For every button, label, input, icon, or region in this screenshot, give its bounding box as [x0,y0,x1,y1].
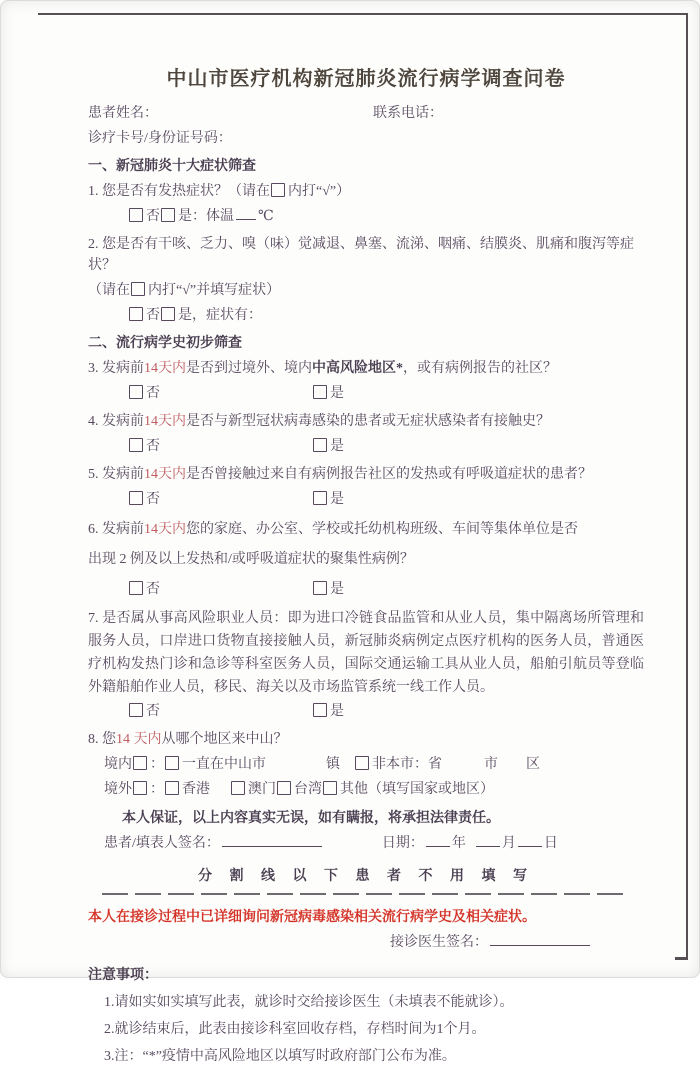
blank-line[interactable] [476,833,500,847]
header-fields-row [88,103,644,124]
text-segment: 是 [330,492,344,507]
text-segment: 香港 [182,782,210,797]
text-segment: ，或有病例报告的社区？ [403,361,557,376]
text-segment: 镇 [326,757,340,772]
question-2-line1: 2. 您是否有干咳、乏力、嗅（味）觉减退、鼻塞、流涕、咽痛、结膜炎、肌痛和腹泻等症状？ [88,237,634,273]
note-1: 1.请如实如实填写此表，就诊时交给接诊医生（未填表不能就诊）。 [104,995,514,1010]
scan-border-top [38,13,688,15]
text-segment: 3. 发病前 [88,361,144,376]
text-segment: 内打“√”） [288,184,351,199]
checkbox[interactable] [129,307,143,321]
question-3-answer-row [88,383,644,404]
blank-line[interactable] [236,206,256,220]
question-6-line2: 出现 2 例及以上发热和/或呼吸道症状的聚集性病例？ [88,552,414,567]
checkbox[interactable] [355,756,369,770]
spacer [160,714,312,715]
text-segment: 境内 [104,757,132,772]
section2-heading: 二、流行病学史初步筛查 [88,336,242,351]
text-segment: 是否到过境外、境内 [186,361,312,376]
checkbox[interactable] [231,781,245,795]
form-title: 中山市医疗机构新冠肺炎流行病学调查问卷 [166,68,566,90]
checkbox[interactable] [129,703,143,717]
question-1-answer-row [88,206,644,227]
text-segment: 14 天内 [116,732,162,747]
question-7-answer-row [88,701,644,722]
question-5-answer-row [88,489,644,510]
checkbox[interactable] [129,491,143,505]
patient-signature-row [88,833,644,854]
question-6-answer-row [88,579,644,600]
text-segment: 非本市：省 [372,757,442,772]
section1-heading: 一、新冠肺炎十大症状筛查 [88,159,256,174]
text-segment: 境外 [104,782,132,797]
text-segment: 是否与新型冠状病毒感染的患者或无症状感染者有接触史？ [186,414,550,429]
text-segment: 一直在中山市 [182,757,266,772]
text-segment: 14天内 [144,522,186,537]
text-segment: 14天内 [144,414,186,429]
text-segment: 否 [146,492,160,507]
question-4 [88,411,644,432]
text-segment: ℃ [258,209,274,224]
text-segment: 14天内 [144,467,186,482]
checkbox[interactable] [131,282,145,296]
contact-phone-label: 联系电话： [373,106,443,121]
text-segment: 是：体温 [178,209,234,224]
doctor-signature-row [88,932,644,953]
text-segment: 否 [146,308,160,323]
checkbox[interactable] [133,781,147,795]
spacer [324,846,382,847]
question-2-answer-row [88,305,644,326]
text-segment: 是 [330,439,344,454]
question-8-domestic-row [88,754,644,775]
text-segment: （请在 [88,283,130,298]
checkbox[interactable] [129,438,143,452]
text-segment: ： [150,757,164,772]
question-3 [88,358,644,379]
text-segment: 是，症状有： [178,308,262,323]
text-segment: 内打“√”并填写症状） [148,283,281,298]
blank-line[interactable] [518,833,542,847]
scan-border-foot [675,957,688,960]
text-segment: 5. 发病前 [88,467,144,482]
text-segment: 台湾 [294,782,322,797]
text-segment: 8. 您 [88,732,116,747]
text-segment: 市 [484,757,498,772]
checkbox[interactable] [161,307,175,321]
pledge-statement: 本人保证，以上内容真实无误，如有瞒报，将承担法律责任。 [122,811,500,826]
question-6-line1 [88,519,644,540]
spacer [160,592,312,593]
text-segment: 否 [146,582,160,597]
text-segment: 是 [330,386,344,401]
text-segment: 接诊医生签名： [390,935,488,950]
checkbox[interactable] [133,756,147,770]
checkbox[interactable] [129,385,143,399]
question-7: 7. 是否属从事高风险职业人员：即为进口冷链食品监管和从业人员，集中隔离场所管理和服务人员，口岸进口货物直接接触人员，新冠肺炎病例定点医疗机构的医务人员，普通医疗机构发热门诊和急诊等科室医务人员，国际交通运输工具从业人员，船舶引航员等登临外籍船舶作业人员，移民、海关以及市场监管系统一线工作人员。 [88,611,644,695]
spacer [266,767,326,768]
text-segment: 年 [451,836,466,851]
divider-heading: 分 割 线 以 下 患 者 不 用 填 写 [198,869,534,884]
question-8-abroad-row [88,779,644,800]
text-segment: 中高风险地区* [312,361,403,376]
question-8 [88,729,644,750]
checkbox[interactable] [129,581,143,595]
spacer [160,502,312,503]
text-segment: ： [150,782,164,797]
text-segment: 是 [330,704,344,719]
notes-heading: 注意事项： [88,968,158,983]
spacer [340,767,354,768]
text-segment: 从哪个地区来中山？ [161,732,288,747]
question-2-line2 [88,280,644,301]
spacer [466,846,474,847]
checkbox[interactable] [271,183,285,197]
checkbox[interactable] [313,385,327,399]
text-segment: 是 [330,582,344,597]
divider-dashed-line [102,893,630,895]
text-segment: 4. 发病前 [88,414,144,429]
checkbox[interactable] [165,756,179,770]
patient-name-label: 患者姓名： [88,106,158,121]
doctor-statement: 本人在接诊过程中已详细询问新冠病毒感染相关流行病学史及相关症状。 [88,910,536,925]
checkbox[interactable] [277,781,291,795]
blank-line[interactable] [222,833,322,847]
checkbox[interactable] [323,781,337,795]
question-5 [88,464,644,485]
text-segment: 您的家庭、办公室、学校或托幼机构班级、车间等集体单位是否 [186,522,578,537]
id-number-label: 诊疗卡号/身份证号码： [88,131,232,146]
text-segment: 否 [146,386,160,401]
question-4-answer-row [88,436,644,457]
text-segment: 月 [501,836,516,851]
text-segment: 1. 您是否有发热症状？（请在 [88,184,270,199]
text-segment: 6. 发病前 [88,522,144,537]
checkbox[interactable] [313,703,327,717]
text-segment: 是否曾接触过来自有病例报告社区的发热或有呼吸道症状的患者？ [186,467,592,482]
spacer [442,767,484,768]
checkbox[interactable] [129,208,143,222]
checkbox[interactable] [165,781,179,795]
text-segment: 14天内 [144,361,186,376]
blank-line[interactable] [426,833,450,847]
spacer [498,767,526,768]
note-2: 2.就诊结束后，此表由接诊科室回收存档，存档时间为1个月。 [104,1022,486,1037]
text-segment: 澳门 [248,782,276,797]
text-segment: 否 [146,209,160,224]
note-3: 3.注：“*”疫情中高风险地区以填写时政府部门公布为准。 [104,1049,456,1064]
text-segment: 否 [146,704,160,719]
checkbox[interactable] [313,491,327,505]
blank-line[interactable] [490,932,590,946]
form-body [88,62,644,1073]
spacer [160,449,312,450]
spacer [160,396,312,397]
text-segment: 日 [543,836,558,851]
text-segment: 否 [146,439,160,454]
checkbox[interactable] [313,438,327,452]
text-segment: 区 [526,757,540,772]
question-1 [88,181,644,202]
text-segment: 其他（填写国家或地区） [340,782,494,797]
text-segment: 患者/填表人签名： [104,836,220,851]
spacer [210,792,230,793]
checkbox[interactable] [161,208,175,222]
text-segment: 日期： [381,836,424,851]
scan-border-right [686,13,688,960]
checkbox[interactable] [313,581,327,595]
